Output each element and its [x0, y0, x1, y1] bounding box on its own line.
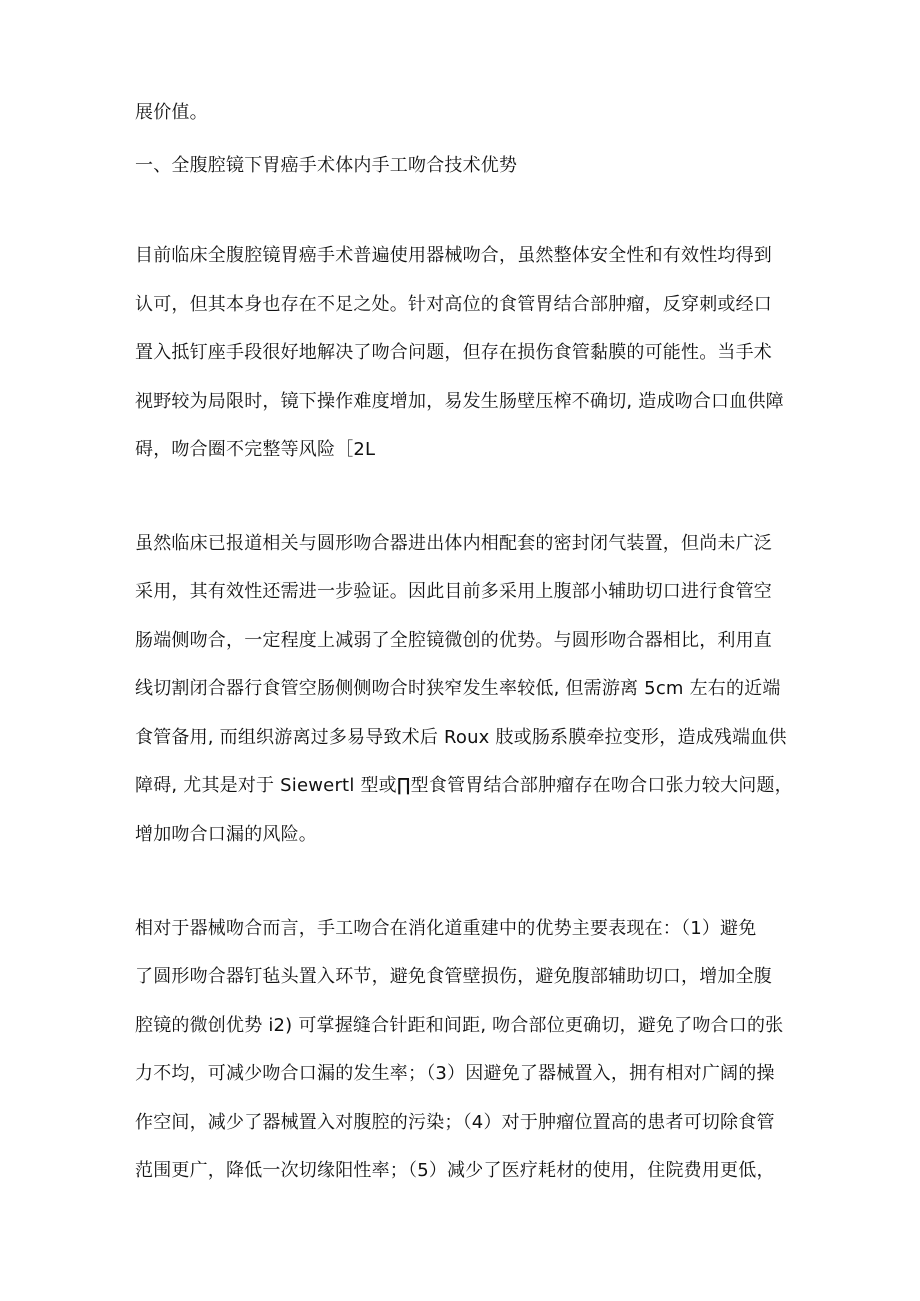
paragraph-line: 范围更广，降低一次切缘阳性率；（5）减少了医疗耗材的使用，住院费用更低， — [135, 1160, 775, 1181]
paragraph-line: 力不均，可减少吻合口漏的发生率；（3）因避免了器械置入，拥有相对广阔的操 — [135, 1063, 775, 1084]
paragraph-line: 认可，但其本身也存在不足之处。针对高位的食管胃结合部肿瘤，反穿刺或经口 — [135, 294, 772, 315]
continuation-line: 展价值。 — [135, 102, 208, 123]
paragraph-line: 作空间，减少了器械置入对腹腔的污染；（4）对于肿瘤位置高的患者可切除食管 — [135, 1112, 775, 1133]
paragraph-line: 碍，吻合圈不完整等风险［2L — [135, 439, 376, 460]
paragraph-line: 腔镜的微创优势 i2) 可掌握缝合针距和间距, 吻合部位更确切，避免了吻合口的张 — [135, 1015, 784, 1036]
paragraph-line: 了圆形吻合器钉毡头置入环节，避免食管壁损伤，避免腹部辅助切口，增加全腹 — [135, 966, 772, 987]
paragraph-line: 相对于器械吻合而言，手工吻合在消化道重建中的优势主要表现在：（1）避免 — [135, 918, 757, 939]
paragraph-line: 障碍, 尤其是对于 Siewertl 型或∏型食管胃结合部肿瘤存在吻合口张力较大问题， — [135, 775, 793, 796]
paragraph-line: 目前临床全腹腔镜胃癌手术普遍使用器械吻合，虽然整体安全性和有效性均得到 — [135, 245, 772, 266]
paragraph-line: 线切割闭合器行食管空肠侧侧吻合时狭窄发生率较低, 但需游离 5cm 左右的近端 — [135, 678, 781, 699]
section-heading: 一、全腹腔镜下胃癌手术体内手工吻合技术优势 — [135, 155, 518, 176]
paragraph-line: 食管备用, 而组织游离过多易导致术后 Roux 肢或肠系膜牵拉变形，造成残端血供 — [135, 727, 787, 748]
paragraph-line: 置入抵钉座手段很好地解决了吻合问题，但存在损伤食管黏膜的可能性。当手术 — [135, 342, 772, 363]
paragraph-line: 采用，其有效性还需进一步验证。因此目前多采用上腹部小辅助切口进行食管空 — [135, 581, 772, 602]
paragraph-line: 增加吻合口漏的风险。 — [135, 824, 317, 845]
paragraph-line: 肠端侧吻合，一定程度上减弱了全腔镜微创的优势。与圆形吻合器相比，利用直 — [135, 630, 772, 651]
paragraph-line: 视野较为局限时，镜下操作难度增加，易发生肠壁压榨不确切, 造成吻合口血供障 — [135, 391, 784, 412]
paragraph-line: 虽然临床已报道相关与圆形吻合器进出体内相配套的密封闭气装置，但尚未广泛 — [135, 533, 772, 554]
